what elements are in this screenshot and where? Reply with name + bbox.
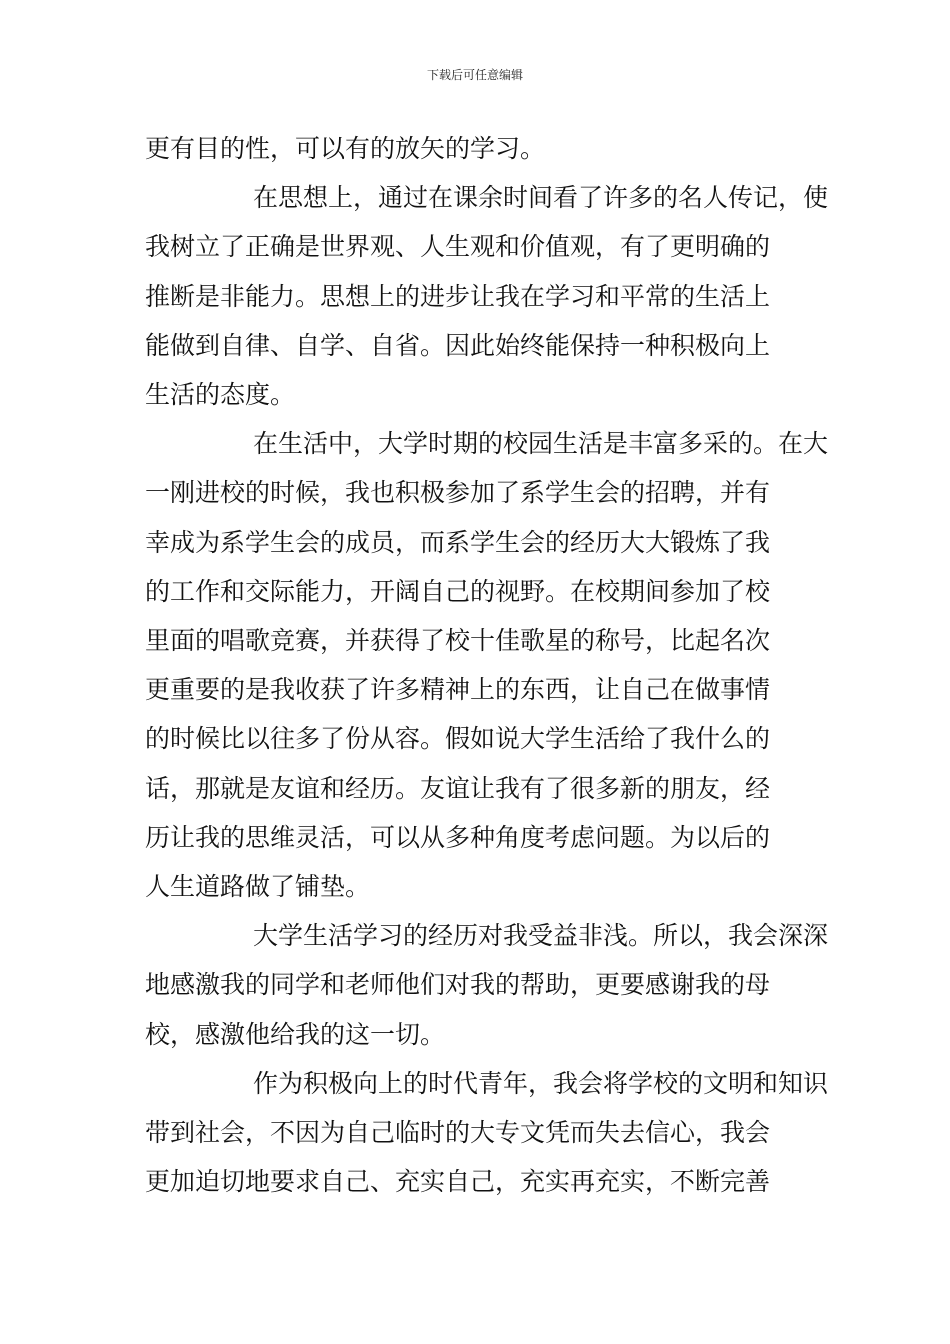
text-line: 校，感激他给我的这一切。 <box>145 1019 446 1049</box>
text-line: 我树立了正确是世界观、人生观和价值观，有了更明确的 <box>145 232 771 262</box>
text-line: 更有目的性，可以有的放矢的学习。 <box>145 134 546 163</box>
paragraph <box>145 1059 829 1207</box>
text-line: 在生活中，大学时期的校园生活是丰富多采的。在大 <box>253 429 829 459</box>
document-body <box>145 124 829 1206</box>
text-line: 里面的唱歌竞赛，并获得了校十佳歌星的称号，比起名次 <box>145 626 771 656</box>
text-line: 作为积极向上的时代青年，我会将学校的文明和知识 <box>253 1068 829 1098</box>
text-line: 的时候比以往多了份从容。假如说大学生活给了我什么的 <box>145 724 771 754</box>
text-line: 的工作和交际能力，开阔自己的视野。在校期间参加了校 <box>145 576 771 606</box>
text-line: 更加迫切地要求自己、充实自己，充实再充实，不断完善 <box>145 1167 771 1197</box>
text-line: 带到社会，不因为自己临时的大专文凭而失去信心，我会 <box>145 1118 771 1148</box>
text-line: 幸成为系学生会的成员，而系学生会的经历大大锻炼了我 <box>145 527 771 557</box>
text-line: 历让我的思维灵活，可以从多种角度考虑问题。为以后的 <box>145 822 771 852</box>
paragraph <box>145 124 807 173</box>
text-line: 推断是非能力。思想上的进步让我在学习和平常的生活上 <box>145 281 771 311</box>
paragraph <box>145 173 829 419</box>
text-line: 在思想上，通过在课余时间看了许多的名人传记，使 <box>253 183 829 213</box>
text-line: 地感激我的同学和老师他们对我的帮助，更要感谢我的母 <box>145 970 771 1000</box>
text-line: 生活的态度。 <box>145 380 296 410</box>
page-header: 下载后可任意编辑 <box>426 68 523 82</box>
text-line: 大学生活学习的经历对我受益非浅。所以，我会深深 <box>253 921 829 951</box>
paragraph <box>145 911 829 1059</box>
paragraph <box>145 419 829 911</box>
text-line: 话，那就是友谊和经历。友谊让我有了很多新的朋友，经 <box>145 773 771 803</box>
text-line: 能做到自律、自学、自省。因此始终能保持一种积极向上 <box>145 330 771 360</box>
text-line: 人生道路做了铺垫。 <box>145 872 371 902</box>
text-line: 更重要的是我收获了许多精神上的东西，让自己在做事情 <box>145 675 771 705</box>
text-line: 一刚进校的时候，我也积极参加了系学生会的招聘，并有 <box>145 478 771 508</box>
